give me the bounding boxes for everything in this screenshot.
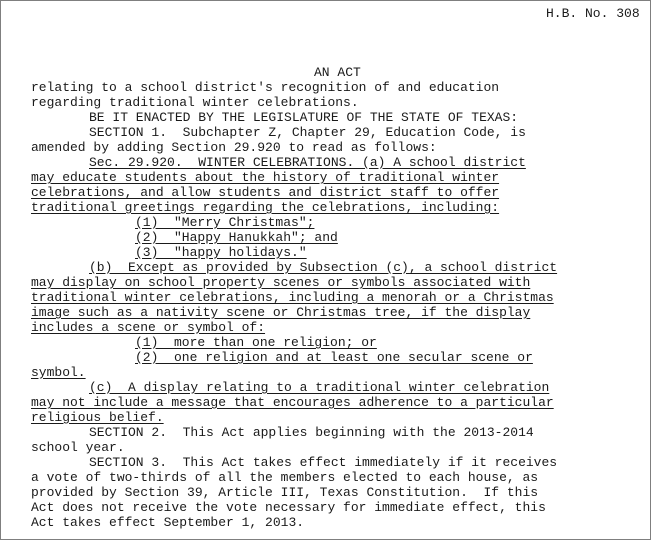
section-3-line: a vote of two-thirds of all the members elected to each house, as — [31, 470, 539, 485]
section-3-line: SECTION 3. This Act takes effect immediately if it receives — [89, 455, 558, 470]
section-2-line: school year. — [31, 440, 125, 455]
bill-number: H.B. No. 308 — [546, 6, 640, 21]
bill-text — [1, 1, 650, 539]
act-title: AN ACT — [314, 65, 361, 80]
subsection-b-line: image such as a nativity scene or Christmas tree, if the display — [31, 305, 531, 320]
display-item-continued: symbol. — [31, 365, 86, 380]
subsection-a-line: Sec. 29.920. WINTER CELEBRATIONS. (a) A school district — [89, 155, 526, 170]
section-3-line: Act takes effect September 1, 2013. — [31, 515, 305, 530]
section-1-line: amended by adding Section 29.920 to read as follows: — [31, 140, 437, 155]
subsection-c-line: may not include a message that encourages adherence to a particular — [31, 395, 554, 410]
greeting-item: (2) "Happy Hanukkah"; and — [135, 230, 338, 245]
subsection-b-line: (b) Except as provided by Subsection (c), a school district — [89, 260, 558, 275]
section-1-line: SECTION 1. Subchapter Z, Chapter 29, Education Code, is — [89, 125, 526, 140]
enacting-clause: BE IT ENACTED BY THE LEGISLATURE OF THE STATE OF TEXAS: — [89, 110, 519, 125]
subsection-a-line: traditional greetings regarding the celebrations, including: — [31, 200, 500, 215]
subsection-a-line: may educate students about the history of traditional winter — [31, 170, 500, 185]
subsection-b-line: traditional winter celebrations, including a menorah or a Christmas — [31, 290, 554, 305]
subsection-a-line: celebrations, and allow students and district staff to offer — [31, 185, 500, 200]
caption-line: regarding traditional winter celebrations. — [31, 95, 359, 110]
subsection-b-line: may display on school property scenes or symbols associated with — [31, 275, 531, 290]
section-3-line: provided by Section 39, Article III, Texas Constitution. If this — [31, 485, 539, 500]
section-2-line: SECTION 2. This Act applies beginning with the 2013-2014 — [89, 425, 534, 440]
greeting-item: (1) "Merry Christmas"; — [135, 215, 315, 230]
greeting-item: (3) "happy holidays." — [135, 245, 307, 260]
display-item: (2) one religion and at least one secular scene or — [135, 350, 533, 365]
subsection-b-line: includes a scene or symbol of: — [31, 320, 266, 335]
section-3-line: Act does not receive the vote necessary for immediate effect, this — [31, 500, 546, 515]
subsection-c-line: (c) A display relating to a traditional winter celebration — [89, 380, 550, 395]
display-item: (1) more than one religion; or — [135, 335, 377, 350]
subsection-c-line: religious belief. — [31, 410, 164, 425]
caption-line: relating to a school district's recognition of and education — [31, 80, 500, 95]
